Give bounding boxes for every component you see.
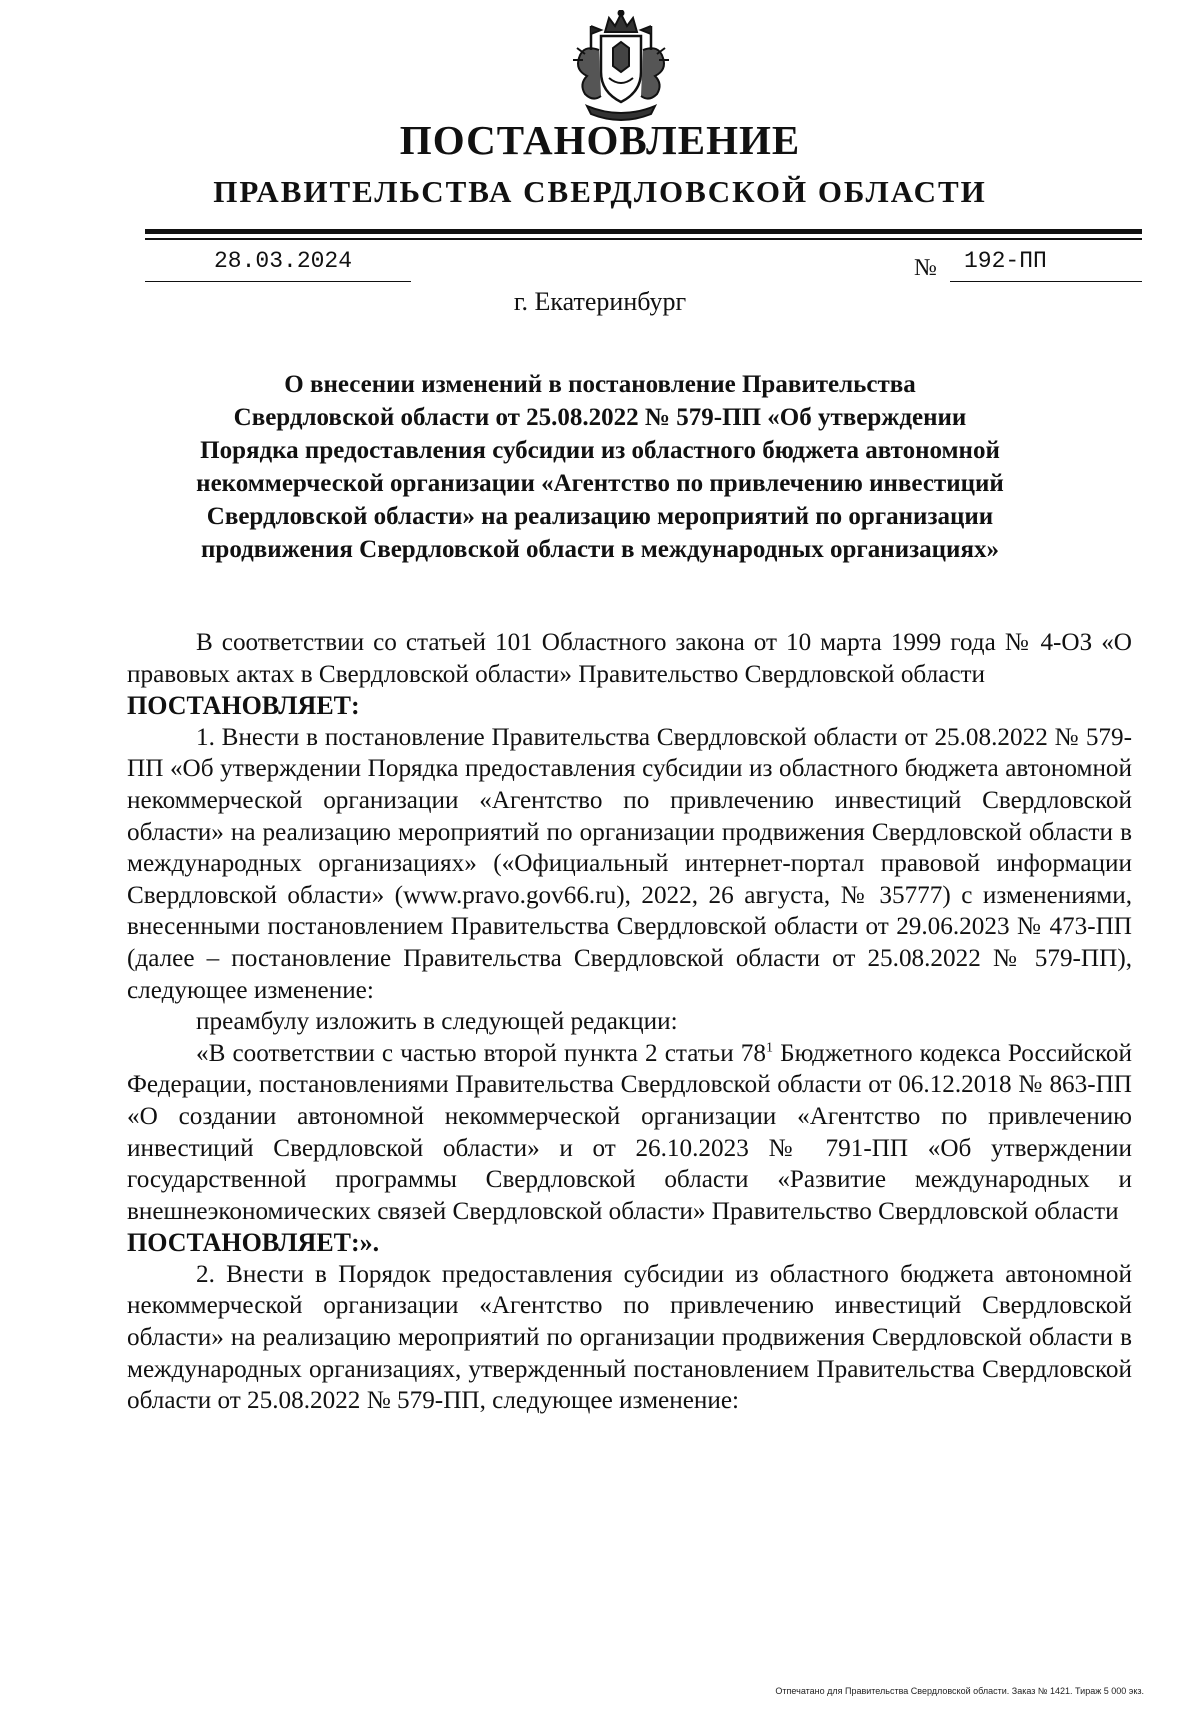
document-type-heading: ПОСТАНОВЛЕНИЕ [399, 117, 801, 163]
coat-of-arms-emblem [565, 10, 677, 122]
title-line: Свердловской области от 25.08.2022 № 579-ПП «Об утверждении [233, 404, 967, 431]
quoted-preamble-rest: Бюджетного кодекса Российской Федерации, постановлениями Правительства Свердловской области от 06.12.2018 № 863-ПП «О создании автономной некоммерческой организации «Агентство по привлечению инвестиций Свердловской области» и от 26.10.2023 № 791-ПП «Об утверждении государственной программы Свердловской области «Развитие международных и внешнеэкономических связей Свердловской области» Правительство Свердловской области [127, 1039, 1132, 1225]
header-divider-thin [145, 238, 1142, 240]
intro-paragraph: В соответствии со статьей 101 Областного закона от 10 марта 1999 года № 4-ОЗ «О правовых актах в Свердловской области» Правительство Свердловской области [127, 629, 1132, 688]
header-divider-thick [145, 229, 1142, 234]
title-line: О внесении изменений в постановление Правительства [284, 371, 916, 398]
title-line: продвижения Свердловской области в международных организациях» [201, 536, 999, 563]
document-date: 28.03.2024 [214, 248, 353, 274]
document-body [127, 627, 1132, 1417]
title-line: Свердловской области» на реализацию мероприятий по организации [206, 503, 994, 530]
number-sign: № [914, 255, 937, 281]
item-1-paragraph: 1. Внести в постановление Правительства Свердловской области от 25.08.2022 № 579-ПП «Об утверждении Порядка предоставления субсидии из областного бюджета автономной некоммерческой организации «Агентство по привлечению инвестиций Свердловской области» на реализацию мероприятий по организации продвижения Свердловской области в международных организациях» («Официальный интернет-портал правовой информации Свердловской области» (www.pravo.gov66.ru), 2022, 26 августа, № 35777) с изменениями, внесенными постановлением Правительства Свердловской области от 29.06.2023 № 473-ПП (далее – постановление Правительства Свердловской области от 25.08.2022 № 579-ПП), следующее изменение: [127, 723, 1132, 1004]
title-line: Порядка предоставления субсидии из областного бюджета автономной [200, 437, 1000, 464]
decree-word-quoted: ПОСТАНОВЛЯЕТ:». [127, 1228, 380, 1258]
city-name: г. Екатеринбург [513, 287, 687, 316]
quoted-preamble [127, 1038, 1132, 1228]
number-underline [950, 281, 1142, 282]
issuing-authority-heading: ПРАВИТЕЛЬСТВА СВЕРДЛОВСКОЙ ОБЛАСТИ [213, 174, 987, 209]
article-superscript: 1 [766, 1040, 773, 1056]
date-underline [145, 281, 411, 282]
print-footer: Отпечатано для Правительства Свердловской области. Заказ № 1421. Тираж 5 000 экз. [775, 1686, 1144, 1696]
document-number: 192-ПП [964, 248, 1047, 274]
title-line: некоммерческой организации «Агентство по привлечению инвестиций [196, 470, 1004, 497]
document-title [150, 368, 1050, 566]
item-2-paragraph: 2. Внести в Порядок предоставления субсидии из областного бюджета автономной некоммерческой организации «Агентство по привлечению инвестиций Свердловской области» на реализацию мероприятий по организации продвижения Свердловской области в международных организациях, утвержденный постановлением Правительства Свердловской области от 25.08.2022 № 579-ПП, следующее изменение: [127, 1260, 1132, 1415]
quoted-preamble-start: «В соответствии с частью второй пункта 2 статьи 78 [196, 1039, 766, 1067]
decree-word: ПОСТАНОВЛЯЕТ: [127, 691, 360, 721]
preamble-intro: преамбулу изложить в следующей редакции: [196, 1008, 678, 1036]
